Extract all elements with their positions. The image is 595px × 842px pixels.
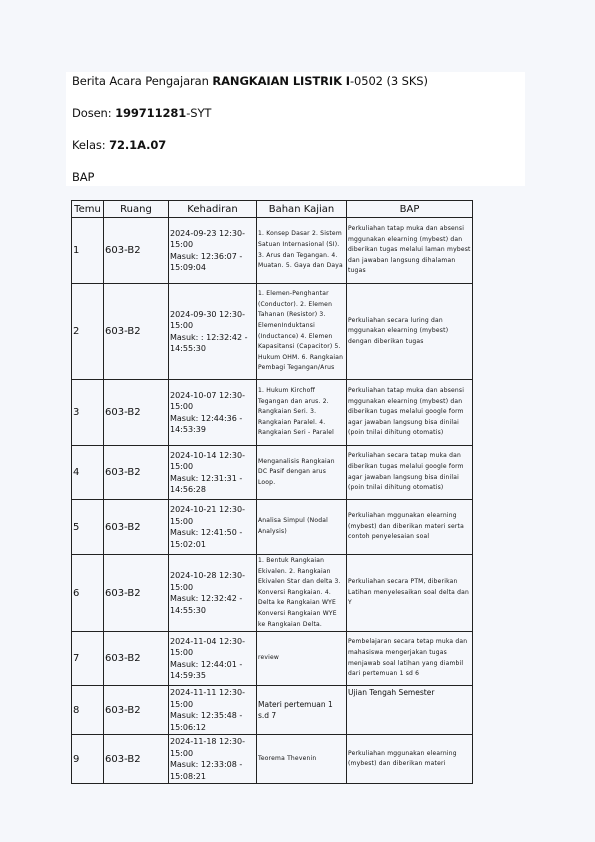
- bap-table: [71, 200, 473, 784]
- jadwal-text: 2024-10-14 12:30-15:00: [170, 450, 245, 471]
- table-row: [72, 380, 473, 446]
- ruang-cell: 603-B2: [104, 686, 169, 735]
- temu-cell: 2: [72, 284, 104, 380]
- temu-cell: 4: [72, 446, 104, 500]
- masuk-text: Masuk: 12:35:48 - 15:06:12: [170, 711, 243, 732]
- masuk-text: Masuk: 12:44:36 - 14:53:39: [170, 413, 243, 434]
- masuk-text: Masuk: 12:44:01 - 14:59:35: [170, 659, 243, 681]
- bap-cell: Perkuliahan secara luring dan mggunakan elearning (mybest) dengan diberikan tugas: [347, 284, 473, 380]
- ruang-cell: 603-B2: [104, 555, 169, 632]
- col-header-bap: BAP: [347, 201, 473, 218]
- temu-cell: 3: [72, 380, 104, 446]
- bahan-cell: Teorema Thevenin: [257, 735, 347, 784]
- bap-cell: Perkuliahan tatap muka dan absensi mggunakan elearning (mybest) dan diberikan tugas melalui laman mybest dan jawaban langsung dihalaman tugas: [347, 218, 473, 284]
- jadwal-text: 2024-09-30 12:30-15:00: [170, 309, 245, 330]
- bap-cell: Perkuliahan tatap muka dan absensi mggunakan elearning (mybest) dan diberikan tugas melalui google form agar jawaban langsung bisa dinilai (poin tnilai dihitung otomatis): [347, 380, 473, 446]
- col-header-temu: Temu: [72, 201, 104, 218]
- bap-cell: Perkuliahan secara tatap muka dan diberikan tugas melalui google form agar jawaban langsung bisa dinilai (poin tnilai dihitung otomatis): [347, 446, 473, 500]
- table-row: [72, 632, 473, 686]
- kelas-label: Kelas:: [72, 138, 110, 152]
- masuk-text: Masuk: 12:32:42 - 14:55:30: [170, 594, 243, 615]
- col-header-bahan-kajian: Bahan Kajian: [257, 201, 347, 218]
- bap-cell: Perkuliahan mggunakan elearning (mybest) dan diberikan materi: [347, 735, 473, 784]
- table-row: [72, 446, 473, 500]
- temu-cell: 1: [72, 218, 104, 284]
- kehadiran-cell: [169, 446, 257, 500]
- bahan-cell: Menganalisis Rangkaian DC Pasif dengan arus Loop.: [257, 446, 347, 500]
- ruang-cell: 603-B2: [104, 218, 169, 284]
- dosen-id: 199711281: [115, 106, 187, 120]
- bahan-cell: 1. Elemen-Penghantar (Conductor). 2. Elemen Tahanan (Resistor) 3. ElemenInduktansi (Inductance) 4. Elemen Kapasitansi (Capacitor) 5. Hukum OHM. 6. Rangkaian Pembagi Tegangan/Arus: [257, 284, 347, 380]
- bahan-cell: Analisa Simpul (Nodal Analysis): [257, 500, 347, 555]
- document-title: [72, 74, 428, 88]
- table-header-row: [72, 201, 473, 218]
- ruang-cell: 603-B2: [104, 632, 169, 686]
- ruang-cell: 603-B2: [104, 446, 169, 500]
- table-row: [72, 284, 473, 380]
- masuk-text: Masuk: : 12:32:42 - 14:55:30: [170, 332, 248, 353]
- bap-cell: Ujian Tengah Semester: [347, 686, 473, 735]
- jadwal-text: 2024-09-23 12:30-15:00: [170, 228, 245, 249]
- kelas-value: 72.1A.07: [109, 138, 167, 152]
- kehadiran-cell: [169, 735, 257, 784]
- table-row: [72, 735, 473, 784]
- dosen-label: Dosen:: [72, 106, 116, 120]
- kelas-line: [72, 138, 166, 152]
- table-row: [72, 555, 473, 632]
- bap-cell: Perkuliahan secara PTM, diberikan Latihan menyelesaikan soal delta dan Y: [347, 555, 473, 632]
- kehadiran-cell: [169, 555, 257, 632]
- ruang-cell: 603-B2: [104, 380, 169, 446]
- ruang-cell: 603-B2: [104, 735, 169, 784]
- jadwal-text: 2024-11-04 12:30-15:00: [170, 636, 245, 658]
- temu-cell: 5: [72, 500, 104, 555]
- jadwal-text: 2024-10-07 12:30-15:00: [170, 390, 245, 411]
- course-name: RANGKAIAN LISTRIK I: [212, 74, 350, 88]
- ruang-cell: 603-B2: [104, 284, 169, 380]
- bap-cell: Perkuliahan mggunakan elearning (mybest) dan diberikan materi serta contoh penyelesaian soal: [347, 500, 473, 555]
- bahan-cell: 1. Bentuk Rangkaian Ekivalen. 2. Rangkaian Ekivalen Star dan delta 3. Konversi Rangkaian. 4. Delta ke Rangkaian WYE Konversi Rangkaian WYE ke Rangkaian Delta.: [257, 555, 347, 632]
- jadwal-text: 2024-11-11 12:30-15:00: [170, 688, 245, 709]
- table-row: [72, 500, 473, 555]
- masuk-text: Masuk: 12:31:31 - 14:56:28: [170, 473, 243, 494]
- col-header-kehadiran: Kehadiran: [169, 201, 257, 218]
- kehadiran-cell: [169, 218, 257, 284]
- dosen-line: [72, 106, 211, 120]
- title-prefix: Berita Acara Pengajaran: [72, 74, 213, 88]
- temu-cell: 6: [72, 555, 104, 632]
- temu-cell: 8: [72, 686, 104, 735]
- jadwal-text: 2024-10-21 12:30-15:00: [170, 505, 245, 526]
- ruang-cell: 603-B2: [104, 500, 169, 555]
- dosen-suffix: -SYT: [186, 106, 212, 120]
- bap-heading: BAP: [72, 170, 95, 184]
- masuk-text: Masuk: 12:33:08 - 15:08:21: [170, 760, 243, 781]
- table-row: [72, 686, 473, 735]
- masuk-text: Masuk: 12:41:50 - 15:02:01: [170, 528, 243, 549]
- bahan-cell: review: [257, 632, 347, 686]
- bap-cell: Pembelajaran secara tetap muka dan mahasiswa mengerjakan tugas menjawab soal latihan yang diambil dari pertemuan 1 sd 6: [347, 632, 473, 686]
- jadwal-text: 2024-11-18 12:30-15:00: [170, 737, 245, 758]
- masuk-text: Masuk: 12:36:07 - 15:09:04: [170, 251, 243, 272]
- bahan-cell: Materi pertemuan 1 s.d 7: [257, 686, 347, 735]
- kehadiran-cell: [169, 632, 257, 686]
- bahan-cell: 1. Konsep Dasar 2. Sistem Satuan Internasional (SI). 3. Arus dan Tegangan. 4. Muatan. 5. Gaya dan Daya: [257, 218, 347, 284]
- kehadiran-cell: [169, 500, 257, 555]
- kehadiran-cell: [169, 284, 257, 380]
- jadwal-text: 2024-10-28 12:30-15:00: [170, 571, 245, 592]
- col-header-ruang: Ruang: [104, 201, 169, 218]
- document-header: [66, 72, 525, 186]
- bahan-cell: 1. Hukum Kirchoff Tegangan dan arus. 2. Rangkaian Seri. 3. Rangkaian Paralel. 4. Rangkaian Seri - Paralel: [257, 380, 347, 446]
- table-row: [72, 218, 473, 284]
- kehadiran-cell: [169, 380, 257, 446]
- kehadiran-cell: [169, 686, 257, 735]
- temu-cell: 7: [72, 632, 104, 686]
- temu-cell: 9: [72, 735, 104, 784]
- course-code: -0502 (3 SKS): [349, 74, 428, 88]
